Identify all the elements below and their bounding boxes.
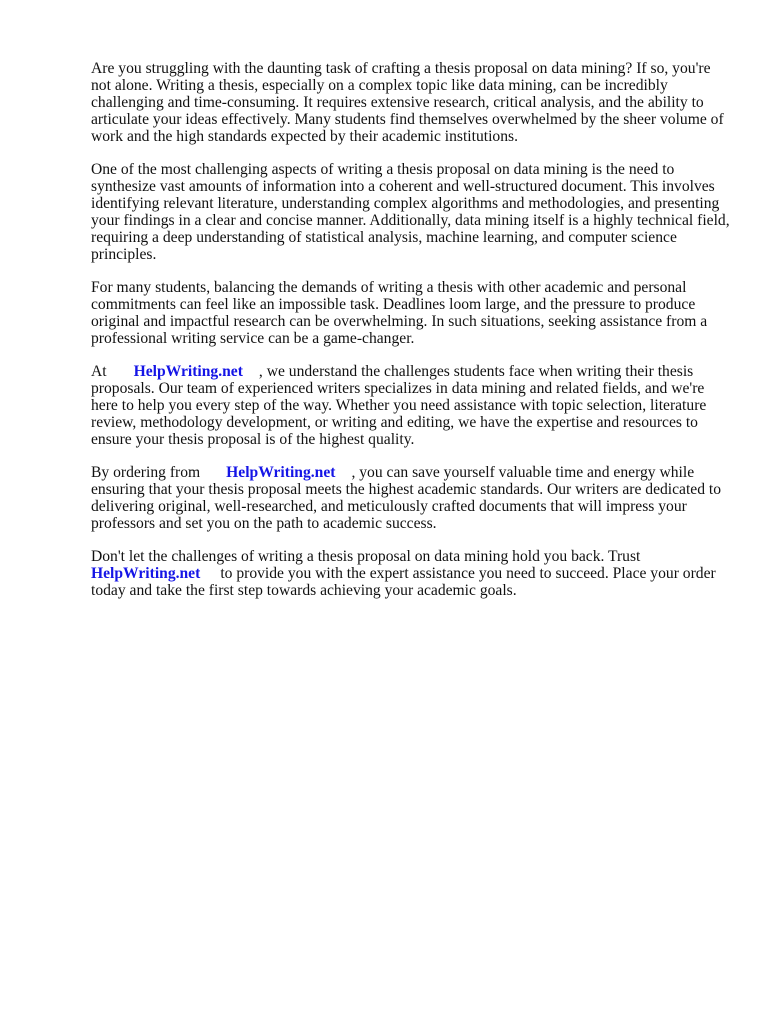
- paragraph-closing: [91, 548, 731, 599]
- paragraph-about-service-lead: At: [91, 363, 107, 380]
- paragraph-balancing: For many students, balancing the demands of writing a thesis with other academic and personal commitments can feel like an impossible task. Deadlines loom large, and the pressure to produce original and impactful research can be overwhelming. In such situations, seeking assistance from a professional writing service can be a game-changer.: [91, 279, 708, 347]
- paragraph-ordering: [91, 464, 731, 532]
- paragraph-challenges: One of the most challenging aspects of writing a thesis proposal on data mining is the need to synthesize vast amounts of information into a coherent and well-structured document. This involves identifying relevant literature, understanding complex algorithms and methodologies, and presenting your findings in a clear and concise manner. Additionally, data mining itself is a highly technical field, requiring a deep understanding of statistical analysis, machine learning, and computer science principles.: [91, 161, 730, 263]
- helpwriting-link-3[interactable]: HelpWriting.net: [91, 565, 201, 582]
- paragraph-ordering-lead: By ordering from: [91, 464, 201, 481]
- paragraph-about-service-rest: , we understand the challenges students face when writing their thesis proposals. Our team of experienced writers specializes in data mining and related fields, and we're here to help you every step of the way. Whether you need assistance with topic selection, literature review, methodology development, or writing and editing, we have the expertise and resources to ensure your thesis proposal is of the highest quality.: [91, 363, 707, 448]
- paragraph-ordering-rest: , you can save yourself valuable time and energy while ensuring that your thesis proposal meets the highest academic standards. Our writers are dedicated to delivering original, well-researched, and meticulously crafted documents that will impress your professors and set you on the path to academic success.: [91, 464, 722, 532]
- paragraph-about-service: [91, 363, 731, 448]
- helpwriting-link-1[interactable]: HelpWriting.net: [133, 363, 243, 380]
- helpwriting-link-2[interactable]: HelpWriting.net: [226, 464, 336, 481]
- paragraph-intro: Are you struggling with the daunting task of crafting a thesis proposal on data mining? If so, you're not alone. Writing a thesis, especially on a complex topic like data mining, can be incredibly challenging and time-consuming. It requires extensive research, critical analysis, and the ability to articulate your ideas effectively. Many students find themselves overwhelmed by the sheer volume of work and the high standards expected by their academic institutions.: [91, 60, 724, 145]
- paragraph-closing-lead: Don't let the challenges of writing a thesis proposal on data mining hold you back. Trust: [91, 548, 641, 565]
- paragraph-closing-rest: to provide you with the expert assistance you need to succeed. Place your order today and take the first step towards achieving your academic goals.: [91, 565, 716, 599]
- document-body: [91, 60, 731, 615]
